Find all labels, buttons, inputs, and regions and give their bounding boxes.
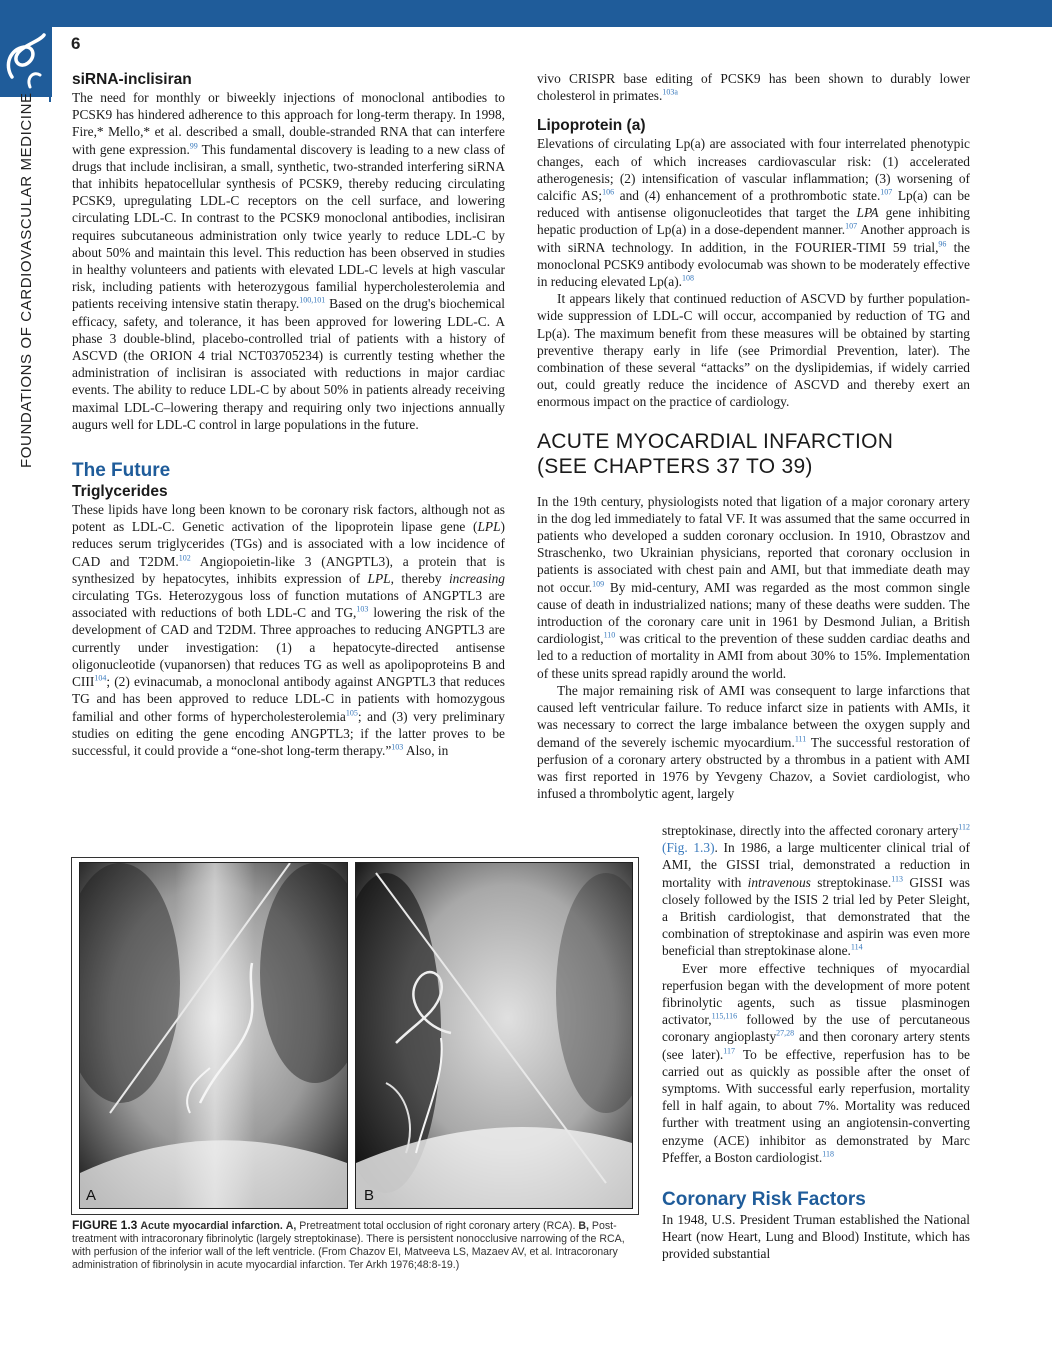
citation: 103 (356, 604, 369, 614)
citation: 99 (189, 141, 198, 151)
right-column (537, 70, 970, 802)
citation: 103a (662, 87, 678, 97)
citation: 112 (958, 822, 970, 832)
citation: 106 (602, 187, 615, 197)
heading-coronary-risk-factors: Coronary Risk Factors (662, 1189, 866, 1211)
caption-label: FIGURE 1.3 (72, 1218, 138, 1232)
page-number: 6 (71, 34, 81, 53)
citation: 103 (391, 742, 404, 752)
paragraph-ami: In the 19th century, physiologists noted that ligation of a major coronary artery in the dog led immediately to fatal VF. It was assumed that the same occurred in patients who developed a sudden coronary occlusion. In 1910, Obrastzov and Straschenko, two Ukrainian physicians, reported that coronary occlusion in patients is associated with chest pain and AMI, but that immediate death may not occur.$^{109}$ By mid-century, AMI was regarded as the most common single cause of death in industrialized nations; many of these deaths were sudden. The introduction of the coronary care unit in 1961 by Desmond Julian, a British cardiologist,$^{110}$ was critical to the prevention of these sudden cardiac deaths and led to a reduction of mortality in AMI from about 30% to 15%. Implementation of these units spread rapidly around the world. (537, 493, 970, 681)
heading-the-future: The Future (72, 460, 171, 482)
paragraph-risk-factors: In 1948, U.S. President Truman established the National Heart (now Heart, Lung and Blood) Institute, which has provided substantial (662, 1212, 970, 1262)
citation: 108 (682, 273, 694, 283)
citation: 111 (794, 734, 807, 744)
left-column (72, 70, 505, 759)
citation: 115,116 (711, 1011, 738, 1021)
citation: 109 (592, 579, 605, 589)
logo-icon (0, 27, 52, 97)
figure-panel-a (79, 862, 348, 1209)
citation: 96 (938, 239, 947, 249)
citation: 114 (850, 942, 863, 952)
paragraph-reperfusion: Ever more effective techniques of myocardial reperfusion began with the development of more potent fibrinolytic agents, such as tissue plasminogen activator,$^{115,116}$ followed by the use of percutaneous coronary angioplasty$^{27,28}$ and then coronary artery stents (see later).$^{117}$ To be effective, reperfusion has to be carried out as quickly as possible after the onset of symptoms. With successful early reperfusion, mortality fell in half again, to about 7%. Mortality was reduced further with treatment using an angiotensin-converting enzyme (ACE) inhibitor as demonstrated by Marc Pfeffer, a Boston cardiologist.$^{118}$ (662, 960, 971, 1165)
figure-caption: FIGURE 1.3 Acute myocardial infarction. A, Pretreatment total occlusion of right coronary artery (RCA). B, Post-treatment with intracoronary fibrinolytic (largely streptokinase). There is persistent nonocclusive narrowing of the RCA, with perfusion of the inferior wall of the left ventricle. (From Chazov EI, Matveeva LS, Mazaev AV, et al. Intracoronary administration of fibrinolysin in acute myocardial infarction. Ter Arkh 1976;48:8-19.) (72, 1218, 625, 1271)
caption-title: Acute myocardial infarction. (140, 1220, 283, 1232)
citation: 104 (94, 673, 107, 683)
paragraph-ami-2: The major remaining risk of AMI was consequent to large infarctions that caused left ventricular failure. To reduce infarct size in patients with AMIs, it was necessary to correct the large imbalance between the oxygen supply and demand of the severely ischemic myocardium.$^{111}$ The successful restoration of perfusion of a coronary artery obstructed by a thrombus in a patient with AMI was first reported in 1976 by Yevgeny Chazov, a Soviet cardiologist, who infused a thrombolytic agent, largely (537, 682, 971, 802)
heading-triglycerides: Triglycerides (72, 483, 168, 501)
paragraph-triglycerides: These lipids have long been known to be coronary risk factors, although not as potent as LDL-C. Genetic activation of the lipoprotein lipase gene (LPL) reduces serum triglycerides (TGs) and is associated with a low incidence of CAD and T2DM.$^{102}$ Angiopoietin-like 3 (ANGPTL3), a protein that is synthesized by hepatocytes, inhibits expression of LPL, thereby increasing circulating TGs. Heterozygous loss of function mutations of ANGPTL3 are associated with reductions of both LDL-C and TG,$^{103}$ lowering the risk of the development of CAD and T2DM. Three approaches to reducing ANGPTL3 are currently under investigation: (1) a hepatocyte-directed antisense oligonucleotide (vupanorsen) that reduces TG as well as apolipoproteins B and CIII$^{104}$; (2) evinacumab, a monoclonal antibody against ANGPTL3 that reduces TG and has been approved to reduce LDL-C in patients with homozygous familial and other forms of hypercholesterolemia$^{105}$; and (3) very preliminary studies on editing the gene encoding ANGPTL3; if the latter proves to be successful, it could provide a “one-shot long-term therapy.”$^{103}$ Also, in (72, 502, 506, 758)
angiogram-a-image (80, 863, 347, 1208)
paragraph-streptokinase: streptokinase, directly into the affected coronary artery$^{112}$ (Fig. 1.3). In 1986, a large multicenter clinical trial of AMI, the GISSI trial, demonstrated a reduction in mortality with intravenous streptokinase.$^{113}$ GISSI was closely followed by the ISIS 2 trial led by Peter Sleight, a British cardiologist, that demonstrated that the combination of streptokinase and aspirin was even more beneficial than streptokinase alone.$^{114}$ (662, 822, 970, 959)
right-narrow-column (662, 822, 970, 1263)
citation: 117 (723, 1046, 735, 1056)
angiogram-b-image (356, 863, 632, 1208)
figure-link[interactable]: (Fig. 1.3) (662, 840, 715, 856)
panel-b-label: B (364, 1187, 375, 1204)
citation: 110 (603, 630, 616, 640)
citation: 102 (178, 553, 191, 563)
citation: 107 (880, 187, 893, 197)
paragraph-lpa-2: It appears likely that continued reduction of ASCVD by further population-wide suppression of LDL-C will occur, accompanied by reduction of TG and Lp(a). The maximum benefit from these measures will be obtained by starting preventive therapy early in life (see Primordial Prevention, later). The combination of these several “attacks” on the dyslipidemias, if widely carried out, could greatly reduce the incidence of ASCVD and thereby exert an enormous impact on the practice of cardiology. (537, 291, 970, 410)
side-tick (49, 88, 51, 102)
citation: 118 (822, 1149, 834, 1159)
citation: 113 (891, 874, 903, 884)
heading-sirna: siRNA-inclisiran (72, 71, 192, 88)
header-band (0, 0, 1052, 27)
side-title: FOUNDATIONS OF CARDIOVASCULAR MEDICINE (18, 92, 35, 468)
citation: 100,101 (299, 295, 326, 305)
paragraph-crispr: vivo CRISPR base editing of PCSK9 has been shown to durably lower cholesterol in primates.$^{103a}$ (537, 71, 970, 104)
citation: 107 (845, 221, 858, 231)
heading-ami: ACUTE MYOCARDIAL INFARCTION (SEE CHAPTERS 37 TO 39) (537, 429, 894, 478)
citation: 105 (345, 708, 358, 718)
paragraph-lpa: Elevations of circulating Lp(a) are associated with four interrelated phenotypic changes, each of which increases cardiovascular risk: (1) accelerated atherogenesis; (2) intensification of vascular inflammation; (3) worsening of calcific AS;$^{106}$ and (4) enhancement of a prothrombotic state.$^{107}$ Lp(a) can be reduced with antisense oligonucleotides that target the LPA gene inhibiting hepatic production of Lp(a) in a dose-dependent manner.$^{107}$ Another approach is with siRNA technology. In addition, in the FOURIER-TIMI 59 trial,$^{96}$ the monoclonal PCSK9 antibody evolocumab was shown to be moderately effective in reducing elevated Lp(a).$^{108}$ (537, 136, 971, 290)
figure-panel-b (355, 862, 633, 1209)
paragraph-sirna: The need for monthly or biweekly injections of monoclonal antibodies to PCSK9 has hindered adherence to this approach for long-term therapy. In 1998, Fire,* Mello,* et al. described a small, double-stranded RNA that can interfere with gene expression.$^{99}$ This fundamental discovery is leading to a new class of drugs that include inclisiran, a small, synthetic, two-stranded interfering siRNA that inhibits hepatocellular synthesis of PCSK9, thereby reducing circulating PCSK9, upregulating LDL-C receptors on the cell surface, and lowering circulating LDL-C. In contrast to the PCSK9 monoclonal antibodies, inclisiran requires subcutaneous administration only twice yearly to reduce LDL-C by about 50% and maintain this level. This reduction has been observed in studies in healthy volunteers and patients with elevated LDL-C levels at high vascular risk, including patients with heterozygous familial hypercholesterolemia and patients receiving intensive statin therapy.$^{100,101}$ Based on the drug's biochemical efficacy, safety, and tolerance, it has been approved for lowering LDL-C. A phase 3 double-blind, placebo-controlled trial of patients with a history of ASCVD (the ORION 4 trial NCT03705234) is currently testing whether the administration of inclisiran is associated with reductions in major cardiac events. The ability to reduce LDL-C by about 50% in patients already receiving maximal LDL-C–lowering therapy and requiring only two injections annually augurs well for LDL-C control in large populations in the future. (72, 90, 505, 432)
heading-lipoprotein-a: Lipoprotein (a) (537, 117, 646, 135)
panel-a-label: A (86, 1187, 97, 1204)
citation: 27,28 (776, 1028, 795, 1038)
